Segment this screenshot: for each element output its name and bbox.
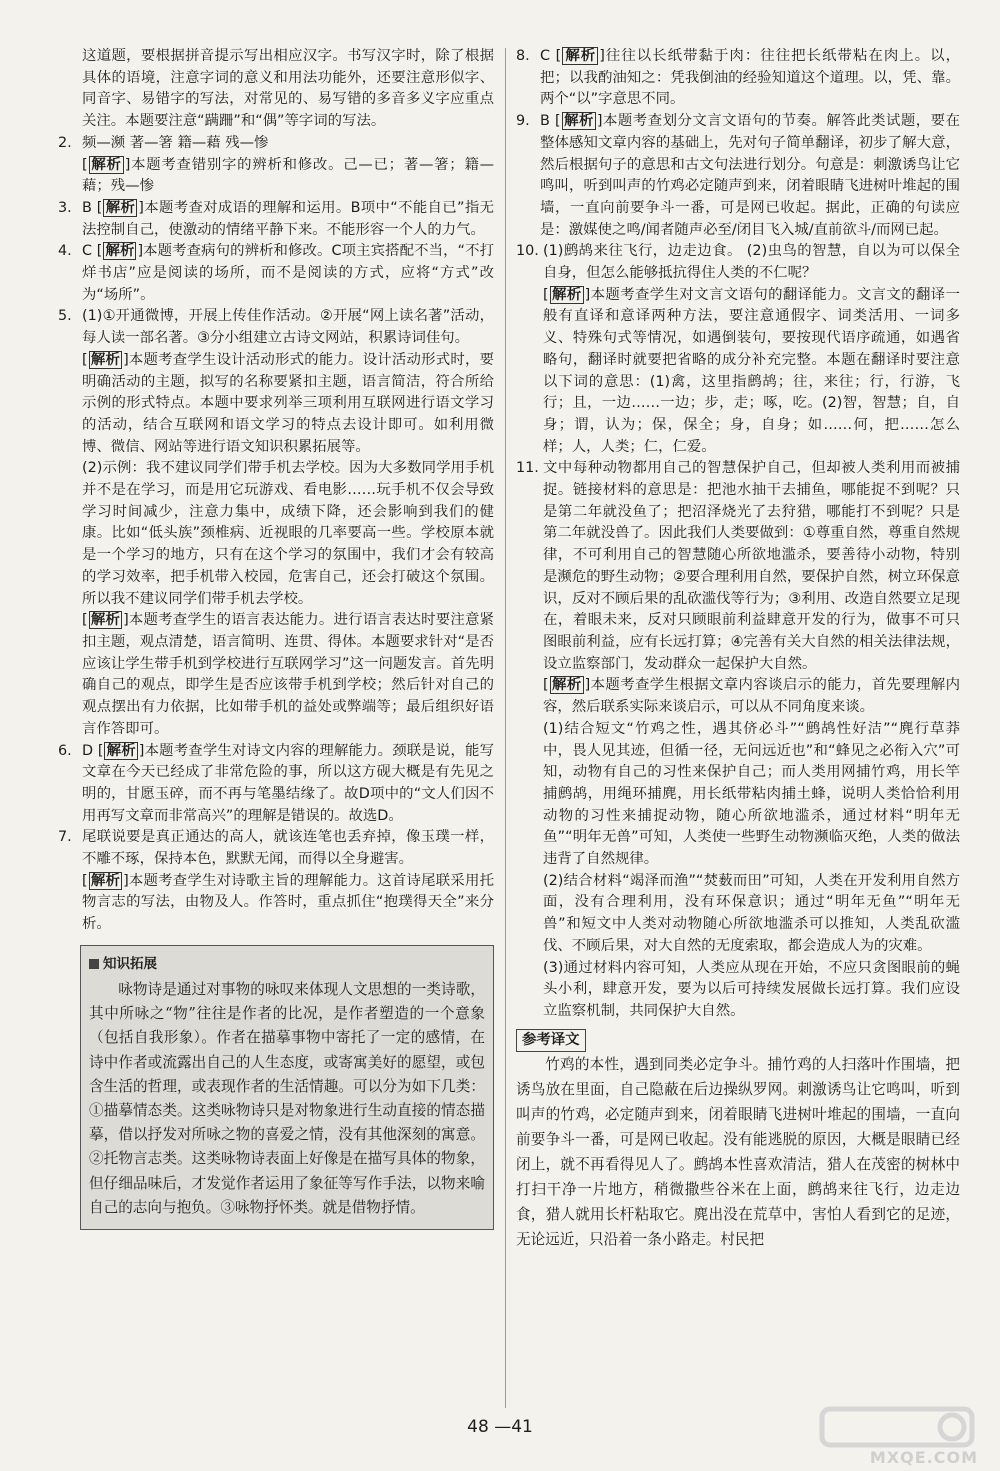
answer-item-5 [58,306,494,740]
analysis-text: [ 解析 ]本题考查学生设计活动形式的能力。设计活动形式时，要明确活动的主题，拟写的名称要紧扣主题，语言简洁，符合所给示例的形式特点。本题中要求列举三项利用互联网进行语文学习的活动，结合互联网和语文学习的特点去设计即可。如利用微博、微信、网站等进行语文知识积累拓展等。 [82,351,494,455]
answer-item-4 [58,241,494,306]
analysis-point: (2)结合材料“竭泽而渔”“焚薮而田”可知，人类在开发利用自然方面，没有合理利用，没有环保意识；通过“明年无鱼”“明年无兽”和短文中人类对动物随心所欲地滥杀可以推知，人类乱砍滥伐、不顾后果，对大自然的无度索取，都会造成人为的灾难。 [543,872,960,954]
analysis-tag: 解析 [551,677,582,694]
analysis-tag: 解析 [90,872,121,889]
reference-title: 参考译文 [516,1029,586,1053]
column-divider [505,48,506,1408]
box-text: 咏物诗是通过对事物的咏叹来体现人文思想的一类诗歌，其中所咏之“物”往往是作者的比况，是作者塑造的一个意象（包括自我形象）。作者在描摹事物中寄托了一定的感情，在诗中作者或流露出自己的人生态度，或寄寓美好的愿望，或包含生活的哲理，或表现作者的生活情趣。可以分为如下几类：①描摹情态类。这类咏物诗只是对物象进行生动直接的情态描摹，借以抒发对所咏之物的喜爱之情，没有其他深刻的寓意。②托物言志类。这类咏物诗表面上好像是在描写具体的物象，但仔细品味后，才发觉作者运用了象征等写作手法，以物来喻自己的志向与抱负。③咏物抒怀类。就是借物抒情。 [89,981,485,1216]
item-number: 9. [516,113,530,130]
analysis-text: C [ 解析 ]往往以长纸带黏于肉：往往把长纸带粘在肉上。以，把；以我酌油知之：凭我倒油的经验知道这个道理。以，凭、靠。两个“以”字意思不同。 [540,48,960,108]
analysis-tag: 解析 [551,286,582,303]
page-number: 48 —41 [467,1417,533,1437]
item-number: 4. [58,243,72,260]
analysis-text: B [ 解析 ]本题考查对成语的理解和运用。B项中“不能自已”指无法控制自己，使激动的情绪平静下来。不能形容一个人的力气。 [82,199,494,238]
box-title: 知识拓展 [89,952,485,976]
analysis-text: [ 解析 ]本题考查学生根据文章内容谈启示的能力，首先要理解内容，然后联系实际来谈启示，可以从不同角度来谈。 [543,677,960,716]
analysis-text: [ 解析 ]本题考查学生对诗歌主旨的理解能力。这首诗尾联采用托物言志的写法，由物及人。作答时，重点抓住“抱璞得天全”来分析。 [82,872,494,933]
answer-item-9 [516,111,960,241]
analysis-tag: 解析 [563,113,594,130]
analysis-text: [ 解析 ]本题考查学生的语言表达能力。进行语言表达时要注意紧扣主题，观点清楚，语言简明、连贯、得体。本题要求针对“是否应该让学生带手机到学校进行互联网学习”这一问题发言。首先明确自己的观点，即学生是否应该带手机到学校；然后针对自己的观点摆出有力依据，比如带手机的益处或弊端等；最后组织好语言作答即可。 [82,612,494,737]
answer-item-6 [58,741,494,828]
analysis-text: [ 解析 ]本题考查学生对文言文语句的翻译能力。文言文的翻译一般有直译和意译两种方法，要注意通假字、词类活用、一词多义、特殊句式等情况，如遇倒装句，要按现代语序疏通，如遇省略句，翻译时就要把省略的成分补充完整。本题在翻译时要注意以下词的意思：(1)禽，这里指鹧鸪；往，来往；行，行游，飞行；且，一边……一边；步，走；啄，吃。(2)智，智慧；自，自身；谓，认为；保，保全；身，自身；如……何，把……怎么样；人，人类；仁，仁爱。 [543,286,960,455]
analysis-text: [ 解析 ]本题考查错别字的辨析和修改。己—已；著—箸；籍—藉；残—惨 [82,156,494,195]
analysis-tag: 解析 [564,48,597,64]
analysis-tag: 解析 [106,742,136,759]
analysis-point: (3)通过材料内容可知，人类应从现在开始，不应只贪图眼前的蝇头小利，肆意开发，要为以后可持续发展做长远打算。我们应设立监察机制，共同保护大自然。 [543,959,960,1019]
answer-stamp-icon [818,1405,978,1449]
answer-item-7 [58,827,494,936]
item-number: 2. [58,134,72,151]
answer-text: (1)鹧鸪来往飞行，边走边食。 (2)虫鸟的智慧，自以为可以保全自身，但怎么能够抵抗得住人类的不仁呢？ [543,243,960,282]
answer-text: 文中每种动物都用自己的智慧保护自己，但却被人类利用而被捕捉。链接材料的意思是：把池水抽干去捕鱼，哪能捉不到呢？只是第二年就没鱼了；把沼泽烧光了去狩猎，哪能打不到呢？只是第二年就没兽了。因此我们人类要做到：①尊重自然，尊重自然规律，不可利用自己的智慧随心所欲地滥杀，要善待小动物，特别是濒危的野生动物；②要合理利用自然，要保护自然，树立环保意识，反对不顾后果的乱砍滥伐等行为；③利用、改造自然要立足现在，着眼未来，反对只顾眼前利益肆意开发的行为，做事不可只图眼前利益，应有长远打算；④完善有关大自然的相关法律法规，设立监察部门，发动群众一起保护大自然。 [543,460,960,672]
item-number: 5. [58,308,72,325]
analysis-text: B [ 解析 ]本题考查划分文言文语句的节奏。解答此类试题，要在整体感知文章内容的基础上，先对句子简单翻译，初步了解大意，然后根据句子的意思和古文句法进行划分。句意是：刺激诱鸟让它鸣叫，听到叫声的竹鸡必定随声到来，闭着眼睛飞进树叶堆起的围墙，一直向前要争斗一番，可是网已收起。据此，正确的句读应是：激媒使之鸣/闻者随声必至/闭目飞入城/直前欲斗/而网已起。 [540,113,960,238]
analysis-text: D [ 解析 ]本题考查学生对诗文内容的理解能力。颈联是说，能写文章在今天已经成了非常危险的事，所以这方砚大概是有先见之明的，甘愿玉碎，而不再与笔墨结缘了。故D项中的“文人们因不用再写文章而非常高兴”的理解是错误的。故选D。 [82,742,494,824]
analysis-point: (1)结合短文“竹鸡之性，遇其侪必斗”“鹧鸪性好洁”“麂行草莽中，畏人见其迹，但循一径，无问远近也”和“蜂见之必衔入穴”可知，动物有自己的习性来保护自己；而人类用网捕竹鸡，用长竿捕鹧鸪，用绳环捕麂，用长纸带粘肉捕土蜂，说明人类恰恰利用动物的习性来捕捉动物，随心所欲地滥杀，通过材料“明年无鱼”“明年无兽”可知，人类使一些野生动物濒临灭绝，人类的做法违背了自然规律。 [543,720,960,868]
answer-text: (2)示例：我不建议同学们带手机去学校。因为大多数同学用手机并不是在学习，而是用它玩游戏、看电影……玩手机不仅会导致学习时间减少，注意力集中，成绩下降，还会影响到我们的健康。比如“低头族”颈椎病、近视眼的几率要高一些。学校原本就是一个学习的地方，只有在这个学习的氛围中，我们才会有较高的学习效率，把手机带入校园，危害自己，还会打破这个氛围。所以我不建议同学们带手机去学校。 [82,460,494,607]
analysis-tag: 解析 [90,351,121,368]
answer-text: (1)①开通微博，开展上传佳作活动。②开展“网上读名著”活动，每人读一部名著。③分小组建立古诗文网站，积累诗词佳句。 [82,308,494,347]
square-bullet-icon [89,959,99,969]
answer-text: 尾联说要是真正通达的高人，就该连笔也丢弃掉，像玉璞一样，不雕不琢，保持本色，默默无闻，而得以全身避害。 [82,829,494,868]
answer-item-10 [516,241,960,458]
answer-item-2 [58,133,494,198]
answer-text: 频—濒 著—箸 籍—藉 残—惨 [82,134,269,151]
analysis-tag: 解析 [105,199,136,216]
left-column [58,46,494,1230]
answer-item-8 [516,46,960,111]
answer-item-3 [58,198,494,241]
item-number: 10. [516,243,539,260]
analysis-tag: 解析 [105,243,135,260]
item-number: 3. [58,199,72,216]
item-number: 6. [58,742,72,759]
item-number: 7. [58,829,72,846]
analysis-text: C [ 解析 ]本题考查病句的辨析和修改。C项主宾搭配不当，“不打烊书店”应是阅读的场所，而不是阅读的方式，应将“方式”改为“场所”。 [82,243,494,303]
reference-text: 竹鸡的本性，遇到同类必定争斗。捕竹鸡的人扫落叶作围墙，把诱鸟放在里面，自己隐蔽在后边操纵罗网。刺激诱鸟让它鸣叫，听到叫声的竹鸡，必定随声到来，闭着眼睛飞进树叶堆起的围墙，一直向前要争斗一番，可是网已收起。没有能逃脱的原因，大概是眼睛已经闭上，就不再看得见人了。鹧鸪本性喜欢清洁，猎人在茂密的树林中打扫干净一片地方，稍微撒些谷米在上面，鹧鸪来往飞行，边走边食，猎人就用长杆粘取它。麂出没在荒草中，害怕人看到它的足迹，无论远近，只沿着一条小路走。村民把 [516,1056,960,1249]
watermark [818,1405,978,1467]
analysis-tag: 解析 [90,612,121,629]
answer-item-11 [516,458,960,1022]
item-number: 8. [516,48,530,64]
paragraph: 这道题，要根据拼音提示写出相应汉字。书写汉字时，除了根据具体的语境，注意字词的意义和用法功能外，还要注意形似字、同音字、易错字的写法，对常见的、易写错的多音多义字应重点关注。本题要注意“蹒跚”和“偶”等字词的写法。 [82,48,494,130]
watermark-text: MXQE.COM [869,1448,978,1467]
item-number: 11. [516,460,539,477]
reference-translation [516,1023,960,1253]
knowledge-extension-box [80,945,494,1230]
right-column [516,46,960,1252]
analysis-tag: 解析 [90,156,122,173]
